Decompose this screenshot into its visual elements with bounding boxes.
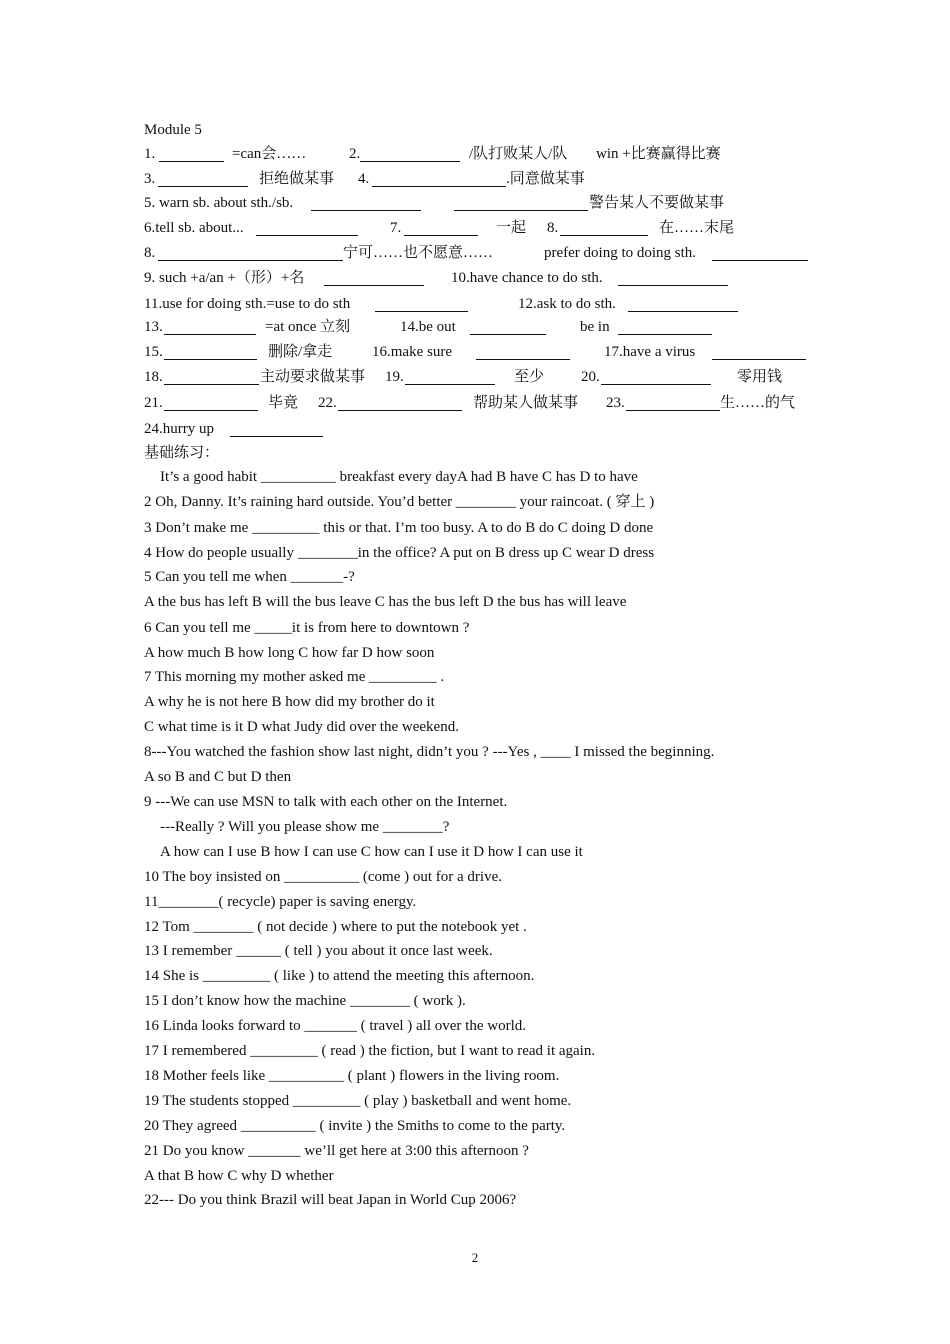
answer-blank[interactable] xyxy=(372,186,506,187)
question-13: 13 I remember ______ ( tell ) you about it once last week. xyxy=(144,943,493,959)
question-5: 5 Can you tell me when _______-? xyxy=(144,569,355,585)
answer-blank[interactable] xyxy=(360,161,460,162)
question-16: 16 Linda looks forward to _______ ( travel ) all over the world. xyxy=(144,1018,526,1034)
question-2: 2 Oh, Danny. It’s raining hard outside. You’d better ________ your raincoat. ( 穿上 ) xyxy=(144,494,655,510)
answer-blank[interactable] xyxy=(158,186,248,187)
question-22: 22--- Do you think Brazil will beat Japan in World Cup 2006? xyxy=(144,1192,517,1208)
question-8-options: A so B and C but D then xyxy=(144,769,292,785)
answer-blank[interactable] xyxy=(601,384,711,385)
question-7-options-ab: A why he is not here B how did my brother do it xyxy=(144,694,435,710)
answer-blank[interactable] xyxy=(712,260,808,261)
question-19: 19 The students stopped _________ ( play ) basketball and went home. xyxy=(144,1093,572,1109)
answer-blank[interactable] xyxy=(256,235,358,236)
question-21: 21 Do you know _______ we’ll get here at 3:00 this afternoon ? xyxy=(144,1143,529,1159)
question-6-options: A how much B how long C how far D how soon xyxy=(144,645,435,661)
answer-blank[interactable] xyxy=(405,384,495,385)
answer-blank[interactable] xyxy=(618,334,712,335)
question-1: It’s a good habit __________ breakfast every dayA had B have C has D to have xyxy=(160,469,638,485)
answer-blank[interactable] xyxy=(324,285,424,286)
answer-blank[interactable] xyxy=(338,410,462,411)
answer-blank[interactable] xyxy=(560,235,648,236)
question-7: 7 This morning my mother asked me _________ . xyxy=(144,669,445,685)
answer-blank[interactable] xyxy=(311,210,421,211)
question-8: 8---You watched the fashion show last night, didn’t you ? ---Yes , ____ I missed the beginning. xyxy=(144,744,715,760)
question-18: 18 Mother feels like __________ ( plant ) flowers in the living room. xyxy=(144,1068,560,1084)
question-7-options-cd: C what time is it D what Judy did over the weekend. xyxy=(144,719,459,735)
question-6: 6 Can you tell me _____it is from here to downtown ? xyxy=(144,620,470,636)
answer-blank[interactable] xyxy=(164,334,256,335)
answer-blank[interactable] xyxy=(164,359,257,360)
question-21-options: A that B how C why D whether xyxy=(144,1168,334,1184)
answer-blank[interactable] xyxy=(454,210,588,211)
answer-blank[interactable] xyxy=(712,359,806,360)
question-10: 10 The boy insisted on __________ (come ) out for a drive. xyxy=(144,869,502,885)
question-12: 12 Tom ________ ( not decide ) where to put the notebook yet . xyxy=(144,919,527,935)
question-3: 3 Don’t make me _________ this or that. I’m too busy. A to do B do C doing D done xyxy=(144,520,654,536)
question-11: 11________( recycle) paper is saving energy. xyxy=(144,894,417,910)
answer-blank[interactable] xyxy=(158,260,343,261)
page-number: 2 xyxy=(471,1250,479,1265)
answer-blank[interactable] xyxy=(626,410,720,411)
answer-blank[interactable] xyxy=(628,311,738,312)
module-title: Module 5 xyxy=(144,122,202,138)
answer-blank[interactable] xyxy=(476,359,570,360)
answer-blank[interactable] xyxy=(230,436,323,437)
question-20: 20 They agreed __________ ( invite ) the Smiths to come to the party. xyxy=(144,1118,566,1134)
answer-blank[interactable] xyxy=(470,334,546,335)
question-9: 9 ---We can use MSN to talk with each other on the Internet. xyxy=(144,794,508,810)
question-9-options: A how can I use B how I can use C how can I use it D how I can use it xyxy=(160,844,583,860)
question-15: 15 I don’t know how the machine ________ ( work ). xyxy=(144,993,466,1009)
practice-heading: 基础练习： xyxy=(144,445,220,461)
worksheet-page: Module 5 1. =can会…… 2. /队打败某人/队 win +比赛赢得比赛 3. 拒绝做某事 4. .同意做某事 5. warn sb. about sth./sb. 警告某人不要做某事 6.tell sb. about... 7. 一起 8. 在……末尾 8. 宁可……也不愿意…… prefer doing to doing sth. 9. such +a/an +（形）+名 10.have chance to do sth. 11.use for doing sth.=use to do sth 12.ask to do sth. 13. =at once 立刻 14.be out be in 15. 删除/拿走 16.make sure 17.have a virus 18. 主动要求做某事 19. 至少 20. 零用钱 21. 毕竟 22. 帮助某人做某事 23. 生……的气 24.hurry up 基础练习： It’s a good habit __________ breakfast every dayA had B have C has D to have 2 Oh, Danny. It’s raining hard outside. You’d better ________ your raincoat. ( 穿上 ) 3 Don’t make me _________ this or that. I’m too busy. A to do B do C doing D done 4 How do people usually ________in the office? A put on B dress up C wear D dress 5 Can you tell me when _______-? A the bus has left B will the bus leave C has the bus left D the bus has will leave 6 Can you tell me _____it is from here to downtown ? A how much B how long C how far D how soon 7 This morning my mother asked me _________ . A why he is not here B how did my brother do it C what time is it D what Judy did over the weekend. 8---You watched the fashion show last night, didn’t you ? ---Yes , ____ I missed the beginning. A so B and C but D then 9 ---We can use MSN to talk with each other on the Internet. ---Really ? Will you please show me ________? A how can I use B how I can use C how can I use it D how I can use it 10 The boy insisted on __________ (come ) out for a drive. 11________( recycle) paper is saving energy. 12 Tom ________ ( not decide ) where to put the notebook yet . 13 I remember ______ ( tell ) you about it once last week. 14 She is _________ ( like ) to attend the meeting this afternoon. 15 I don’t know how the machine ________ ( work ). 16 Linda looks forward to _______ ( travel ) all over the world. 17 I remembered _________ ( read ) the fiction, but I want to read it again. 18 Mother feels like __________ ( plant ) flowers in the living room. 19 The students stopped _________ ( play ) basketball and went home. 20 They agreed __________ ( invite ) the Smiths to come to the party. 21 Do you know _______ we’ll get here at 3:00 this afternoon ? A that B how C why D whether 22--- Do you think Brazil will beat Japan in World Cup 2006? 2 xyxy=(0,0,950,1344)
answer-blank[interactable] xyxy=(618,285,728,286)
question-17: 17 I remembered _________ ( read ) the fiction, but I want to read it again. xyxy=(144,1043,596,1059)
question-4: 4 How do people usually ________in the office? A put on B dress up C wear D dress xyxy=(144,545,655,561)
question-5-options: A the bus has left B will the bus leave C has the bus left D the bus has will leave xyxy=(144,594,627,610)
answer-blank[interactable] xyxy=(375,311,468,312)
answer-blank[interactable] xyxy=(404,235,478,236)
question-9-reply: ---Really ? Will you please show me ________? xyxy=(160,819,450,835)
answer-blank[interactable] xyxy=(164,410,258,411)
question-14: 14 She is _________ ( like ) to attend the meeting this afternoon. xyxy=(144,968,535,984)
answer-blank[interactable] xyxy=(164,384,259,385)
answer-blank[interactable] xyxy=(159,161,224,162)
